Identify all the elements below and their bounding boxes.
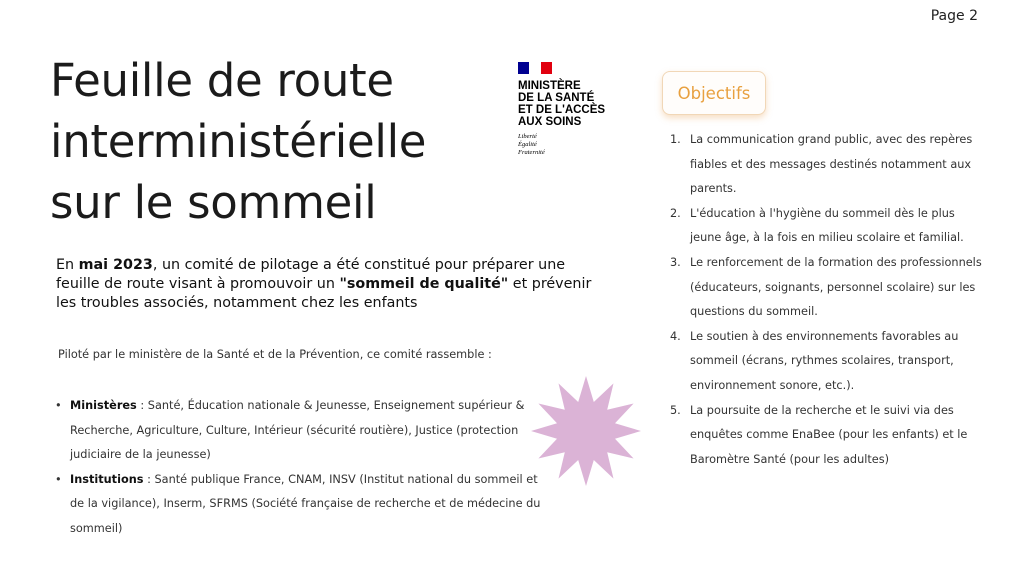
page-number [931, 8, 978, 24]
french-flag-icon [518, 62, 552, 74]
motto-line: Fraternité [518, 149, 545, 156]
member-text: : Santé, Éducation nationale & Jeunesse, Enseignement supérieur & Recherche, Agriculture, Culture, Intérieur (sécurité routière), Justice (protection judiciaire de la jeunesse) [70, 399, 525, 461]
committee-lead: Piloté par le ministère de la Santé et de la Prévention, ce comité rassemble : [58, 348, 492, 361]
ministry-name-line: MINISTÈRE [518, 80, 581, 92]
intro-text-3: et prévenir les troubles associés, notamment chez les enfants [56, 276, 592, 311]
intro-text-2: , un comité de pilotage a été constitué pour préparer une feuille de route visant à promouvoir un [56, 257, 566, 292]
starburst-shape [531, 376, 641, 486]
item-text: L'éducation à l'hygiène du sommeil dès le plus jeune âge, à la fois en milieu scolaire et familial. [690, 206, 964, 245]
republic-motto [518, 133, 628, 157]
member-label: Institutions [70, 472, 144, 486]
title-line-2: interministérielle [50, 115, 427, 168]
ministry-logo [518, 62, 628, 157]
member-label: Ministères [70, 399, 137, 412]
ministry-name-line: DE LA SANTÉ [518, 92, 595, 104]
list-item [668, 325, 986, 399]
objectives-heading: Objectifs [677, 83, 751, 103]
motto-line: Égalité [518, 141, 537, 148]
item-text: Le soutien à des environnements favorables au sommeil (écrans, rythmes scolaires, transport, environnement sonore, etc.). [690, 329, 959, 392]
list-item [52, 468, 552, 542]
page-label: Page [930, 8, 965, 24]
flag-white [529, 62, 540, 74]
item-number: 2. [670, 206, 681, 220]
intro-highlight: "sommeil de qualité" [339, 276, 509, 292]
ministry-name-line: ET DE L'ACCÈS [518, 104, 606, 116]
page-number-value: 2 [969, 8, 978, 24]
list-item [668, 128, 986, 202]
item-number: 4. [670, 329, 681, 343]
item-number: 5. [670, 403, 681, 417]
title-line-3: sur le sommeil [50, 176, 377, 229]
item-number: 3. [670, 255, 681, 269]
list-item [668, 202, 986, 251]
ministry-name [518, 80, 628, 128]
member-text: : Santé publique France, CNAM, INSV (Institut national du sommeil et de la vigilance), Inserm, SFRMS (Société française de recherche et de médecine du sommeil) [70, 472, 541, 535]
intro-date: mai 2023 [78, 257, 153, 273]
intro-text-1: En [56, 257, 79, 273]
ministry-name-line: AUX SOINS [518, 116, 582, 128]
objectives-badge [662, 71, 766, 115]
list-item [52, 394, 552, 468]
list-item [668, 399, 986, 473]
starburst-decoration [530, 375, 642, 487]
list-item [668, 251, 986, 325]
flag-red [541, 62, 552, 74]
page-title [50, 50, 510, 233]
motto-line: Liberté [518, 133, 537, 140]
committee-members-list [52, 394, 552, 541]
item-text: Le renforcement de la formation des professionnels (éducateurs, soignants, personnel scolaire) sur les questions du sommeil. [690, 255, 982, 319]
item-text: La communication grand public, avec des repères fiables et des messages destinés notamment aux parents. [690, 133, 973, 196]
flag-blue [518, 62, 529, 74]
title-line-1: Feuille de route [50, 54, 394, 107]
item-text: La poursuite de la recherche et le suivi via des enquêtes comme EnaBee (pour les enfants) et le Baromètre Santé (pour les adultes) [690, 403, 968, 466]
item-number: 1. [670, 133, 681, 146]
intro-paragraph [56, 256, 604, 313]
objectives-list [668, 128, 986, 472]
